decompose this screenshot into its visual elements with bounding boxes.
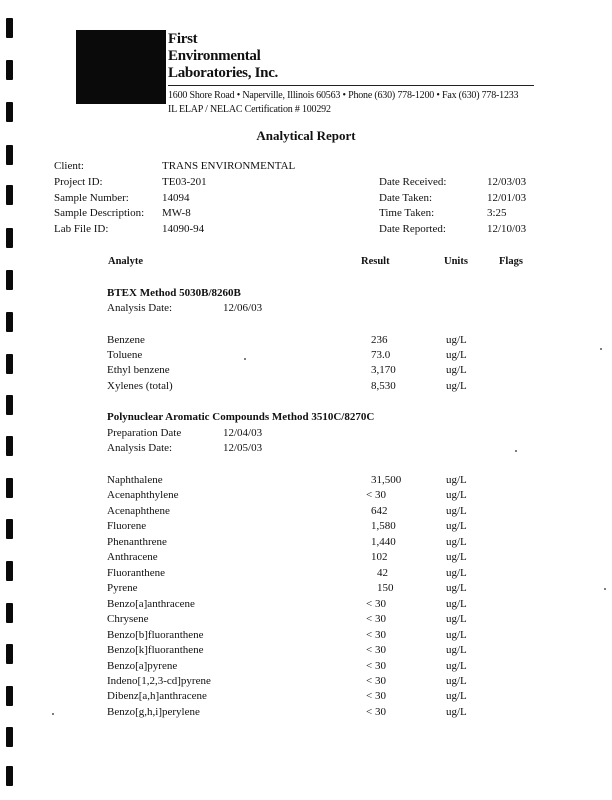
binder-hole [6, 312, 13, 332]
btex-result: 73.0 [371, 349, 391, 361]
scan-speck [515, 450, 517, 452]
pah-result: 102 [371, 551, 388, 563]
report-title: Analytical Report [256, 128, 356, 143]
pah-result: < 30 [366, 629, 386, 641]
time-taken-label: Time Taken: [379, 207, 435, 219]
btex-units: ug/L [446, 380, 467, 392]
date-received-label: Date Received: [379, 176, 447, 188]
pah-result: < 30 [366, 660, 386, 672]
binder-hole [6, 727, 13, 747]
company-logo [76, 30, 166, 104]
sample-description-value: MW-8 [162, 207, 191, 219]
binder-hole [6, 395, 13, 415]
pah-analyte: Fluorene [107, 520, 147, 532]
flags-header: Flags [499, 256, 523, 267]
date-reported-value: 12/10/03 [487, 223, 527, 235]
client-label: Client: [54, 160, 84, 172]
pah-result: < 30 [366, 675, 386, 687]
scan-speck [244, 358, 246, 360]
pah-result: 1,580 [371, 520, 396, 532]
time-taken-value: 3:25 [487, 207, 507, 219]
pah-analyte: Fluoranthene [107, 567, 166, 579]
pah-units: ug/L [446, 675, 467, 687]
binder-hole [6, 603, 13, 623]
company-address: 1600 Shore Road • Naperville, Illinois 60563 • Phone (630) 778-1200 • Fax (630) 778-1233 [168, 90, 519, 101]
binder-hole [6, 18, 13, 38]
pah-result: 42 [377, 567, 388, 579]
pah-units: ug/L [446, 536, 467, 548]
binder-hole [6, 228, 13, 248]
pah-section-title: Polynuclear Aromatic Compounds Method 3510C/8270C [107, 411, 375, 423]
company-name-line3: Laboratories, Inc. [168, 65, 279, 81]
sample-description-label: Sample Description: [54, 207, 145, 219]
binder-hole [6, 766, 13, 786]
btex-result: 3,170 [371, 364, 396, 376]
binder-hole [6, 102, 13, 122]
result-header: Result [361, 256, 390, 267]
company-name [168, 31, 278, 82]
pah-analyte: Indeno[1,2,3-cd]pyrene [107, 675, 211, 687]
binder-hole [6, 561, 13, 581]
sample-number-value: 14094 [162, 192, 190, 204]
date-received-value: 12/03/03 [487, 176, 527, 188]
pah-result: < 30 [366, 690, 386, 702]
pah-analyte: Acenaphthylene [107, 489, 179, 501]
btex-units: ug/L [446, 334, 467, 346]
btex-section-title: BTEX Method 5030B/8260B [107, 287, 241, 299]
pah-analyte: Pyrene [107, 582, 138, 594]
btex-units: ug/L [446, 349, 467, 361]
lab-file-label: Lab File ID: [54, 223, 109, 235]
pah-units: ug/L [446, 706, 467, 718]
pah-result: < 30 [366, 598, 386, 610]
date-reported-label: Date Reported: [379, 223, 446, 235]
btex-analyte: Ethyl benzene [107, 364, 170, 376]
binder-hole [6, 644, 13, 664]
units-header: Units [444, 256, 468, 267]
pah-result: 642 [371, 505, 388, 517]
pah-analysis-date-value: 12/05/03 [223, 442, 263, 454]
client-value: TRANS ENVIRONMENTAL [162, 160, 296, 172]
pah-analyte: Naphthalene [107, 474, 163, 486]
pah-units: ug/L [446, 629, 467, 641]
pah-analyte: Phenanthrene [107, 536, 167, 548]
pah-analyte: Benzo[k]fluoranthene [107, 644, 204, 656]
pah-prep-date-value: 12/04/03 [223, 427, 263, 439]
pah-units: ug/L [446, 505, 467, 517]
analyte-header: Analyte [108, 256, 143, 267]
pah-analyte: Benzo[b]fluoranthene [107, 629, 204, 641]
scan-speck [52, 713, 54, 715]
company-name-line1: First [168, 31, 198, 47]
pah-units: ug/L [446, 474, 467, 486]
binder-hole [6, 686, 13, 706]
pah-units: ug/L [446, 567, 467, 579]
binder-hole [6, 519, 13, 539]
project-id-value: TE03-201 [162, 176, 207, 188]
pah-analyte: Dibenz[a,h]anthracene [107, 690, 207, 702]
btex-units: ug/L [446, 364, 467, 376]
btex-analyte: Toluene [107, 349, 143, 361]
binder-hole [6, 185, 13, 205]
pah-result: < 30 [366, 489, 386, 501]
btex-result: 236 [371, 334, 388, 346]
binder-hole [6, 354, 13, 374]
pah-result: 31,500 [371, 474, 402, 486]
company-name-line2: Environmental [168, 48, 261, 64]
pah-units: ug/L [446, 582, 467, 594]
pah-units: ug/L [446, 598, 467, 610]
btex-analyte: Benzene [107, 334, 145, 346]
pah-analyte: Benzo[a]pyrene [107, 660, 178, 672]
pah-units: ug/L [446, 644, 467, 656]
scan-speck [600, 348, 602, 350]
pah-units: ug/L [446, 660, 467, 672]
btex-result: 8,530 [371, 380, 396, 392]
pah-result: < 30 [366, 706, 386, 718]
binder-hole [6, 478, 13, 498]
pah-result: < 30 [366, 644, 386, 656]
scan-speck [604, 588, 606, 590]
pah-result: < 30 [366, 613, 386, 625]
pah-analysis-date-label: Analysis Date: [107, 442, 173, 454]
pah-units: ug/L [446, 489, 467, 501]
btex-analyte: Xylenes (total) [107, 380, 173, 392]
pah-analyte: Benzo[g,h,i]perylene [107, 706, 200, 718]
binder-hole [6, 436, 13, 456]
project-id-label: Project ID: [54, 176, 103, 188]
pah-units: ug/L [446, 613, 467, 625]
date-taken-value: 12/01/03 [487, 192, 527, 204]
binder-hole [6, 60, 13, 80]
binder-hole [6, 145, 13, 165]
pah-result: 150 [377, 582, 394, 594]
pah-analyte: Anthracene [107, 551, 158, 563]
btex-analysis-date-label: Analysis Date: [107, 302, 173, 314]
binder-hole [6, 270, 13, 290]
pah-result: 1,440 [371, 536, 396, 548]
pah-analyte: Acenaphthene [107, 505, 170, 517]
pah-units: ug/L [446, 690, 467, 702]
pah-analyte: Benzo[a]anthracene [107, 598, 195, 610]
btex-analysis-date-value: 12/06/03 [223, 302, 263, 314]
pah-units: ug/L [446, 551, 467, 563]
pah-prep-date-label: Preparation Date [107, 427, 182, 439]
pah-units: ug/L [446, 520, 467, 532]
pah-analyte: Chrysene [107, 613, 149, 625]
date-taken-label: Date Taken: [379, 192, 433, 204]
company-certification: IL ELAP / NELAC Certification # 100292 [168, 104, 331, 115]
letterhead-rule [168, 85, 534, 86]
lab-file-value: 14090-94 [162, 223, 205, 235]
sample-number-label: Sample Number: [54, 192, 129, 204]
